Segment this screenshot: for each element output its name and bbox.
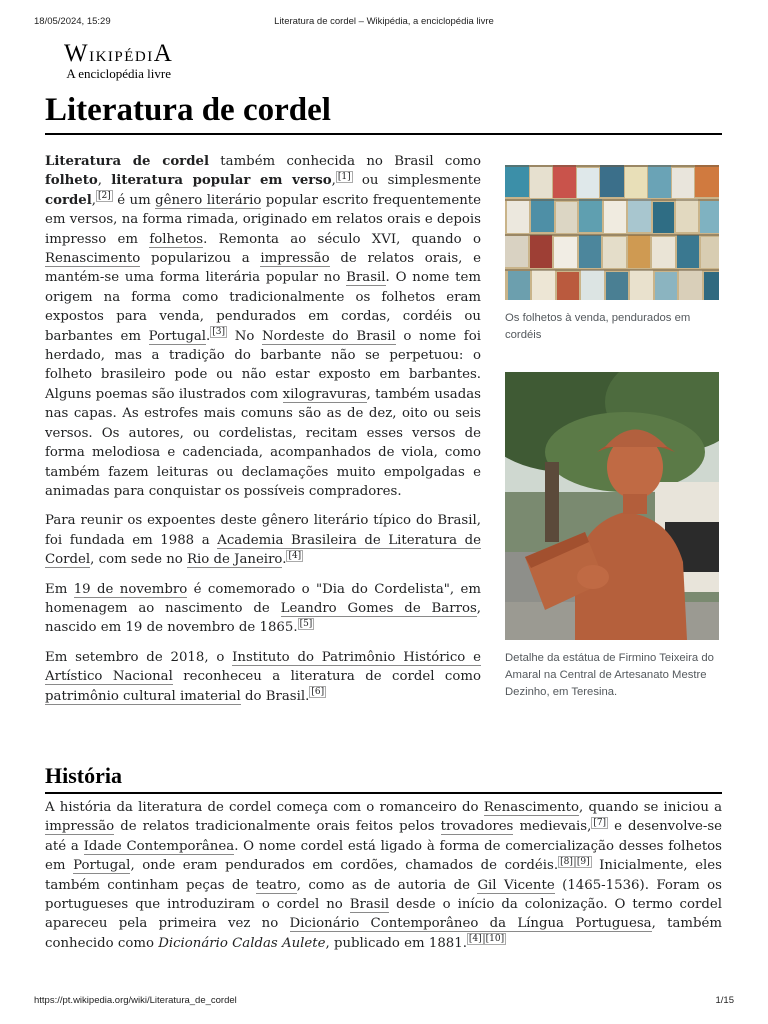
text: Em setembro de 2018, o [45,649,233,665]
reference-link[interactable]: [7] [593,817,607,828]
text: Inicialmente, eles também continham peças de [45,858,722,893]
text: popularizou a [140,251,261,267]
text: , com sede no [90,552,188,568]
reference-link[interactable]: [6] [311,687,325,698]
wiki-link[interactable]: gênero literário [155,192,262,208]
text: . O nome tem origem na forma como tradicionalmente os folhetos eram expostos para venda, pendurados em cordas, cordéis ou barbantes em [45,270,481,344]
bold-term: cordel [45,192,92,208]
row-2 [507,199,719,233]
intro-paragraph-3 [45,580,481,638]
text: , também usadas nas capas. As estrofes mais comuns são as de dez, oito ou seis versos. Os autores, ou cordelistas, recitam esses versos de forma melodiosa e cadenciada, acompanhados de viola, como também fazem leituras ou declamações muito empolgadas e animadas para conquistar os possíveis compradores. [45,386,481,499]
text: , onde eram pendurados em cordões, chamados de cordéis. [130,858,559,874]
wiki-link[interactable]: Rio de Janeiro [187,552,283,568]
reference-link[interactable]: [10] [485,934,505,945]
text: , [91,192,97,208]
text: popular escrito frequentemente em versos, na forma rimada, originado em relatos orais e depois impresso em [45,192,481,247]
intro-paragraph-4 [45,648,481,706]
wiki-link[interactable]: Portugal [148,328,207,344]
text: medievais, [513,819,592,835]
figure-caption: Detalhe da estátua de Firmino Teixeira do Amaral na Central de Artesanato Mestre Dezinho, em Teresina. [505,652,714,698]
wiki-link[interactable]: Portugal [73,858,131,874]
wiki-link[interactable]: xilogravuras [282,386,367,402]
row-3 [505,235,719,268]
logo-name: WikipédiA [64,40,174,67]
text: , como as de autoria de [296,877,478,893]
bold-term: literatura popular em verso [111,173,332,189]
wiki-link[interactable]: Dicionário Contemporâneo da Língua Portuguesa [289,916,652,932]
text: de relatos orais, e mantém-se uma forma literária popular no [45,251,481,286]
text: é comemorado o "Dia do Cordelista", em homenagem ao nascimento de [45,581,482,616]
bold-term: folheto [45,173,98,189]
italic-title: Dicionário Caldas Aulete [158,935,326,951]
wiki-link[interactable]: Gil Vicente [477,877,555,893]
text: (1465-1536). Foram os portugueses que introduziram o cordel no [45,877,723,913]
text: Para reunir os expoentes deste gênero literário típico do Brasil, foi fundada em 1988 a [45,513,481,548]
text: , quando se iniciou a [579,800,722,815]
wiki-link[interactable]: Nordeste do Brasil [262,328,396,344]
wikipedia-logo[interactable] [64,40,173,82]
text: ou simplesmente [352,173,481,189]
text: também conhecida no Brasil como [209,154,481,169]
figure-caption: Os folhetos à venda, pendurados em cordéis [505,312,691,341]
section-heading-historia: História [45,763,722,794]
text: de relatos tradicionalmente orais feitos pelos [114,819,441,835]
wiki-link[interactable]: Academia Brasileira de Literatura de Cordel [45,532,481,568]
intro-paragraph-2 [45,511,481,569]
reference-link[interactable]: [4] [468,934,482,945]
article-intro [45,152,481,716]
text: , [97,173,112,189]
figure-statue [505,372,719,701]
folhetos-photo[interactable] [505,165,719,300]
text: No [227,328,263,344]
history-paragraph-1 [45,798,722,953]
text: o nome foi herdado, mas a tradição do barbante não se perpetuou: o folheto brasileiro pode ou não estar exposto em barbantes. Alguns poemas são ilustrados com [45,328,481,402]
wiki-link[interactable]: patrimônio cultural imaterial [45,688,241,704]
text: . O nome cordel está ligado à forma de comercialização desses folhetos em [45,838,723,874]
text: reconheceu a literatura de cordel como [172,669,481,685]
text: , [331,173,336,189]
wiki-link[interactable]: folhetos [149,231,204,247]
print-page-number: 1/15 [715,995,734,1006]
reference-link[interactable]: [4] [288,550,302,561]
intro-paragraph-1 [45,152,481,501]
row-1 [505,165,719,198]
text: e desenvolve-se até a [45,819,723,854]
bold-term: Literatura de cordel [45,154,209,169]
text: desde o início da colonização. O termo cordel apareceu pela primeira vez no [45,897,722,932]
wiki-link[interactable]: Idade Contemporânea [83,838,235,854]
text: A história da literatura de cordel começa com o romanceiro do [45,800,484,815]
text: , nascido em 19 de novembro de 1865. [45,600,482,636]
reference-link[interactable]: [2] [98,191,111,202]
reference-link[interactable]: [8] [560,856,573,867]
reference-link[interactable]: [5] [299,618,313,629]
text: , também conhecido como [45,916,722,951]
page-title: Literatura de cordel [45,92,722,135]
text: do Brasil. [240,688,310,704]
wiki-link[interactable]: Brasil [349,897,390,913]
wiki-link[interactable]: Renascimento [45,251,141,267]
text: . [206,328,211,344]
wiki-link[interactable]: 19 de novembro [73,581,188,597]
print-datetime: 18/05/2024, 15:29 [34,16,111,27]
print-doc-title: Literatura de cordel – Wikipédia, a enciclopédia livre [274,16,494,27]
figure-folhetos [505,165,719,344]
wiki-link[interactable]: impressão [260,251,330,267]
history-section [45,798,722,953]
text: . [282,552,287,568]
text: . Remonta ao século XVI, quando o [203,231,481,247]
wiki-link[interactable]: trovadores [440,819,514,835]
wiki-link[interactable]: Brasil [346,270,386,286]
text: Em [45,581,74,597]
text: é um [112,192,156,208]
reference-link[interactable]: [1] [337,171,351,182]
print-url: https://pt.wikipedia.org/wiki/Literatura_de_cordel [34,995,237,1006]
wiki-link[interactable]: Leandro Gomes de Barros [280,600,477,616]
reference-link[interactable]: [3] [212,327,226,338]
row-4 [508,270,719,300]
logo-tagline: A enciclopédia livre [66,66,171,81]
reference-link[interactable]: [9] [576,856,590,867]
text: , publicado em 1881. [325,935,467,951]
wiki-link[interactable]: Instituto do Patrimônio Histórico e Artístico Nacional [45,649,481,685]
wiki-link[interactable]: impressão [45,819,115,835]
statue-photo[interactable] [505,372,719,640]
wiki-link[interactable]: Renascimento [483,800,580,815]
wiki-link[interactable]: teatro [255,877,297,893]
